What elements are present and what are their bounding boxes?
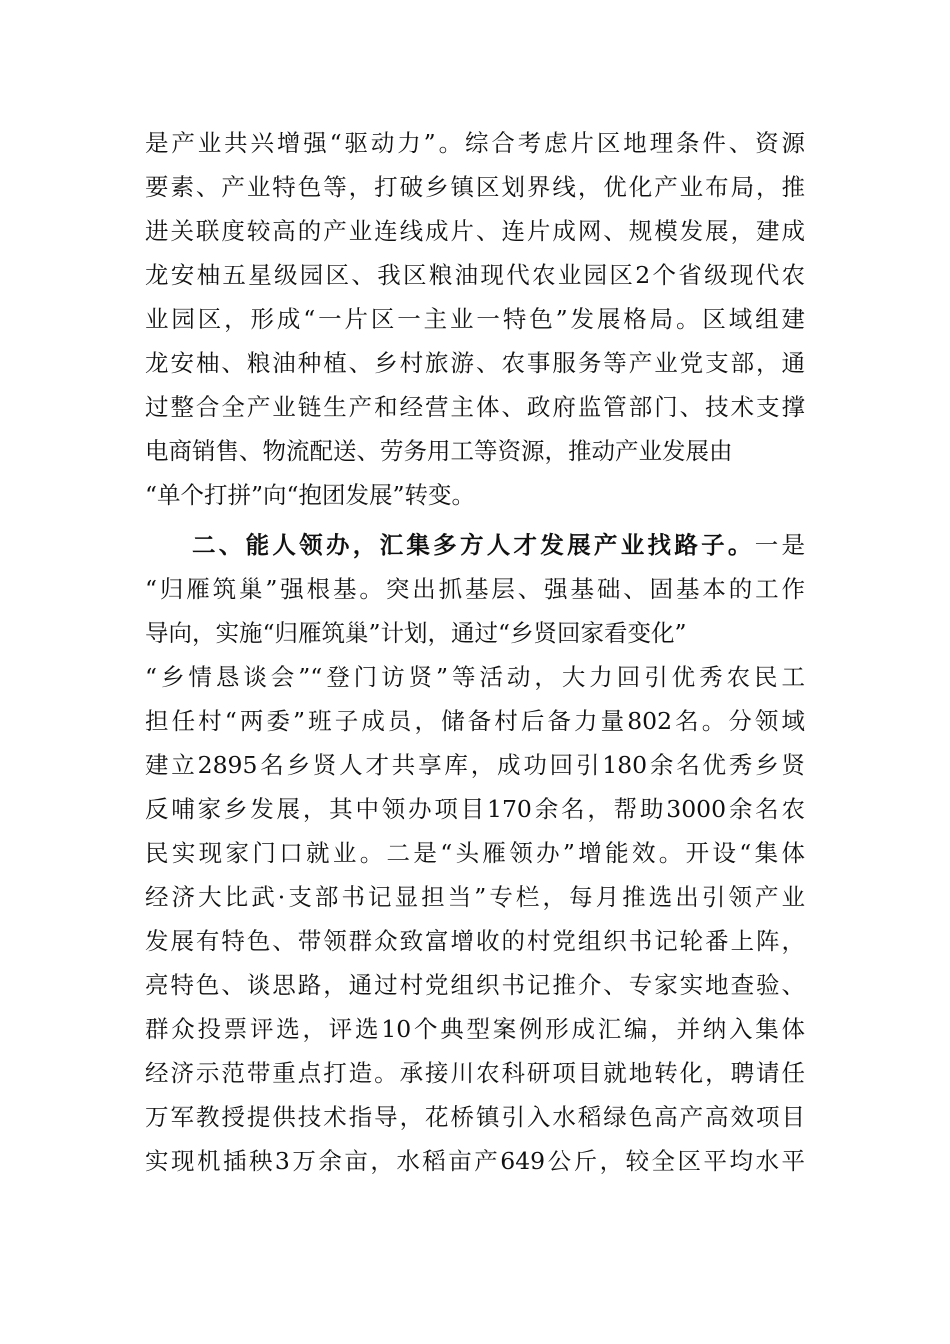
paragraph-line: 要素、产业特色等，打破乡镇区划界线，优化产业布局，推 [145, 173, 805, 201]
section-heading-line [192, 525, 805, 565]
paragraph-line: 进关联度较高的产业连线成片、连片成网、规模发展，建成 [145, 217, 805, 245]
paragraph-line: “归雁筑巢”强根基。突出抓基层、强基础、固基本的工作 [145, 575, 805, 603]
paragraph-line: 是产业共兴增强“驱动力”。综合考虑片区地理条件、资源 [145, 129, 805, 157]
paragraph-line: 电商销售、物流配送、劳务用工等资源，推动产业发展由 [145, 437, 733, 465]
paragraph-line: 经济示范带重点打造。承接川农科研项目就地转化，聘请任 [145, 1059, 805, 1087]
paragraph-line: 经济大比武·支部书记显担当”专栏，每月推选出引领产业 [145, 883, 805, 911]
section-heading: 二、能人领办，汇集多方人才发展产业找路子。 [192, 531, 755, 559]
paragraph-line: 建立2895名乡贤人才共享库，成功回引180余名优秀乡贤 [145, 751, 805, 779]
paragraph-line: 担任村“两委”班子成员，储备村后备力量802名。分领域 [145, 707, 805, 735]
paragraph-line: 龙安柚、粮油种植、乡村旅游、农事服务等产业党支部，通 [145, 349, 805, 377]
paragraph-line: 发展有特色、带领群众致富增收的村党组织书记轮番上阵， [145, 927, 805, 955]
paragraph-line: 导向，实施“归雁筑巢”计划，通过“乡贤回家看变化” [145, 619, 687, 647]
paragraph-line: 万军教授提供技术指导，花桥镇引入水稻绿色高产高效项目 [145, 1103, 805, 1131]
paragraph-line: “单个打拼”向“抱团发展”转变。 [145, 481, 476, 509]
section-heading-tail: 一是 [754, 531, 806, 559]
paragraph-line: “乡情恳谈会”“登门访贤”等活动，大力回引优秀农民工 [145, 663, 805, 691]
paragraph-line: 龙安柚五星级园区、我区粮油现代农业园区2个省级现代农 [145, 261, 805, 289]
paragraph-line: 业园区，形成“一片区一主业一特色”发展格局。区域组建 [145, 305, 805, 333]
paragraph-line: 过整合全产业链生产和经营主体、政府监管部门、技术支撑 [145, 393, 805, 421]
paragraph-line: 民实现家门口就业。二是“头雁领办”增能效。开设“集体 [145, 839, 805, 867]
paragraph-line: 反哺家乡发展，其中领办项目170余名，帮助3000余名农 [145, 795, 805, 823]
paragraph-line: 群众投票评选，评选10个典型案例形成汇编，并纳入集体 [145, 1015, 805, 1043]
paragraph-line: 实现机插秧3万余亩，水稻亩产649公斤，较全区平均水平 [145, 1147, 805, 1175]
paragraph-line: 亮特色、谈思路，通过村党组织书记推介、专家实地查验、 [145, 971, 805, 999]
